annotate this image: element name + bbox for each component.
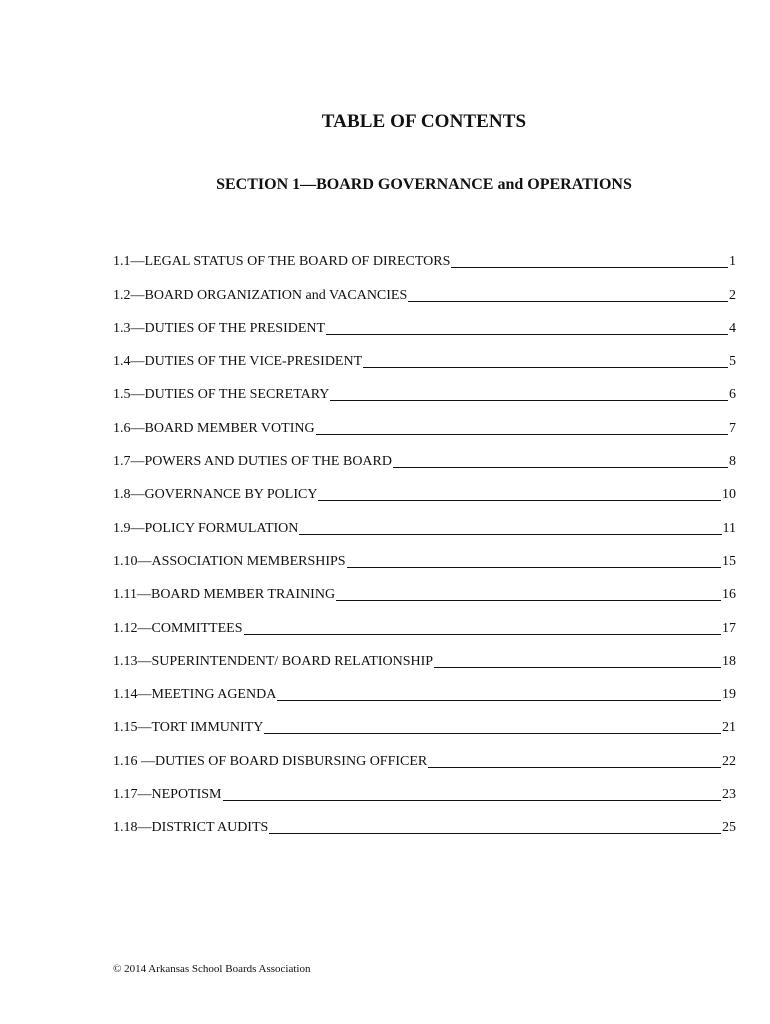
toc-leader-line bbox=[326, 333, 728, 335]
toc-leader-line bbox=[428, 766, 721, 768]
toc-entry-label: 1.9—POLICY FORMULATION bbox=[113, 520, 299, 536]
toc-entry-page: 22 bbox=[722, 753, 736, 769]
toc-entry[interactable] bbox=[113, 671, 736, 704]
toc-leader-line bbox=[223, 799, 721, 801]
toc-leader-line bbox=[336, 599, 721, 601]
toc-entry-label: 1.15—TORT IMMUNITY bbox=[113, 720, 264, 736]
toc-entry-page: 7 bbox=[729, 420, 736, 436]
toc-leader-line bbox=[330, 399, 728, 401]
toc-entry-page: 21 bbox=[722, 720, 736, 736]
toc-entry[interactable] bbox=[113, 771, 736, 804]
toc-entry[interactable] bbox=[113, 638, 736, 671]
toc-entry[interactable] bbox=[113, 538, 736, 571]
toc-entry[interactable] bbox=[113, 504, 736, 537]
toc-entry-page: 5 bbox=[729, 354, 736, 370]
toc-entry[interactable] bbox=[113, 571, 736, 604]
toc-entry-label: 1.11—BOARD MEMBER TRAINING bbox=[113, 587, 336, 603]
toc-entry-label: 1.14—MEETING AGENDA bbox=[113, 687, 277, 703]
section-heading: SECTION 1—BOARD GOVERNANCE and OPERATIONS bbox=[216, 176, 632, 193]
toc-leader-line bbox=[318, 499, 721, 501]
toc-entry[interactable] bbox=[113, 804, 736, 837]
toc-entry-page: 1 bbox=[729, 254, 736, 270]
toc-leader-line bbox=[408, 300, 728, 302]
toc-entry-label: 1.8—GOVERNANCE BY POLICY bbox=[113, 487, 318, 503]
toc-leader-line bbox=[264, 732, 721, 734]
toc-entry[interactable] bbox=[113, 471, 736, 504]
toc-entry-page: 15 bbox=[722, 553, 736, 569]
toc-entry-page: 4 bbox=[729, 320, 736, 336]
toc-leader-line bbox=[393, 466, 728, 468]
toc-entry-label: 1.7—POWERS AND DUTIES OF THE BOARD bbox=[113, 454, 392, 470]
toc-entry[interactable] bbox=[113, 338, 736, 371]
toc-entry-label: 1.17—NEPOTISM bbox=[113, 787, 222, 803]
toc-leader-line bbox=[316, 433, 728, 435]
toc-entry-label: 1.4—DUTIES OF THE VICE-PRESIDENT bbox=[113, 354, 363, 370]
page-title: TABLE OF CONTENTS bbox=[321, 111, 527, 132]
toc-leader-line bbox=[451, 266, 728, 268]
toc-entry-label: 1.3—DUTIES OF THE PRESIDENT bbox=[113, 320, 326, 336]
toc-entry-label: 1.16 —DUTIES OF BOARD DISBURSING OFFICER bbox=[113, 753, 428, 769]
toc-leader-line bbox=[299, 533, 721, 535]
toc-entry[interactable] bbox=[113, 604, 736, 637]
toc-entry-label: 1.10—ASSOCIATION MEMBERSHIPS bbox=[113, 553, 346, 569]
toc-entry-page: 11 bbox=[722, 520, 736, 536]
toc-entry-page: 2 bbox=[729, 287, 736, 303]
toc-entry-label: 1.12—COMMITTEES bbox=[113, 620, 243, 636]
toc-entry[interactable] bbox=[113, 404, 736, 437]
toc-entry[interactable] bbox=[113, 438, 736, 471]
toc-entry[interactable] bbox=[113, 238, 736, 271]
toc-entry-page: 16 bbox=[722, 587, 736, 603]
toc-entry-page: 6 bbox=[729, 387, 736, 403]
toc-entry-label: 1.5—DUTIES OF THE SECRETARY bbox=[113, 387, 330, 403]
toc-leader-line bbox=[277, 699, 721, 701]
toc-entry-page: 8 bbox=[729, 454, 736, 470]
toc-list bbox=[113, 238, 736, 837]
toc-entry-page: 19 bbox=[722, 687, 736, 703]
toc-entry[interactable] bbox=[113, 271, 736, 304]
toc-entry[interactable] bbox=[113, 305, 736, 338]
toc-leader-line bbox=[347, 566, 721, 568]
toc-entry[interactable] bbox=[113, 371, 736, 404]
toc-entry-page: 23 bbox=[722, 787, 736, 803]
toc-leader-line bbox=[269, 832, 721, 834]
toc-entry-label: 1.6—BOARD MEMBER VOTING bbox=[113, 420, 315, 436]
toc-entry-label: 1.18—DISTRICT AUDITS bbox=[113, 820, 269, 836]
toc-entry-label: 1.2—BOARD ORGANIZATION and VACANCIES bbox=[113, 287, 408, 303]
copyright-footer: © 2014 Arkansas School Boards Association bbox=[113, 963, 311, 975]
toc-leader-line bbox=[363, 366, 728, 368]
toc-entry-label: 1.1—LEGAL STATUS OF THE BOARD OF DIRECTORS bbox=[113, 254, 451, 270]
toc-entry[interactable] bbox=[113, 704, 736, 737]
toc-entry-page: 17 bbox=[722, 620, 736, 636]
toc-leader-line bbox=[244, 633, 722, 635]
toc-leader-line bbox=[434, 666, 721, 668]
toc-entry-page: 25 bbox=[722, 820, 736, 836]
toc-entry-label: 1.13—SUPERINTENDENT/ BOARD RELATIONSHIP bbox=[113, 653, 434, 669]
toc-entry-page: 10 bbox=[722, 487, 736, 503]
toc-entry[interactable] bbox=[113, 737, 736, 770]
toc-entry-page: 18 bbox=[722, 653, 736, 669]
